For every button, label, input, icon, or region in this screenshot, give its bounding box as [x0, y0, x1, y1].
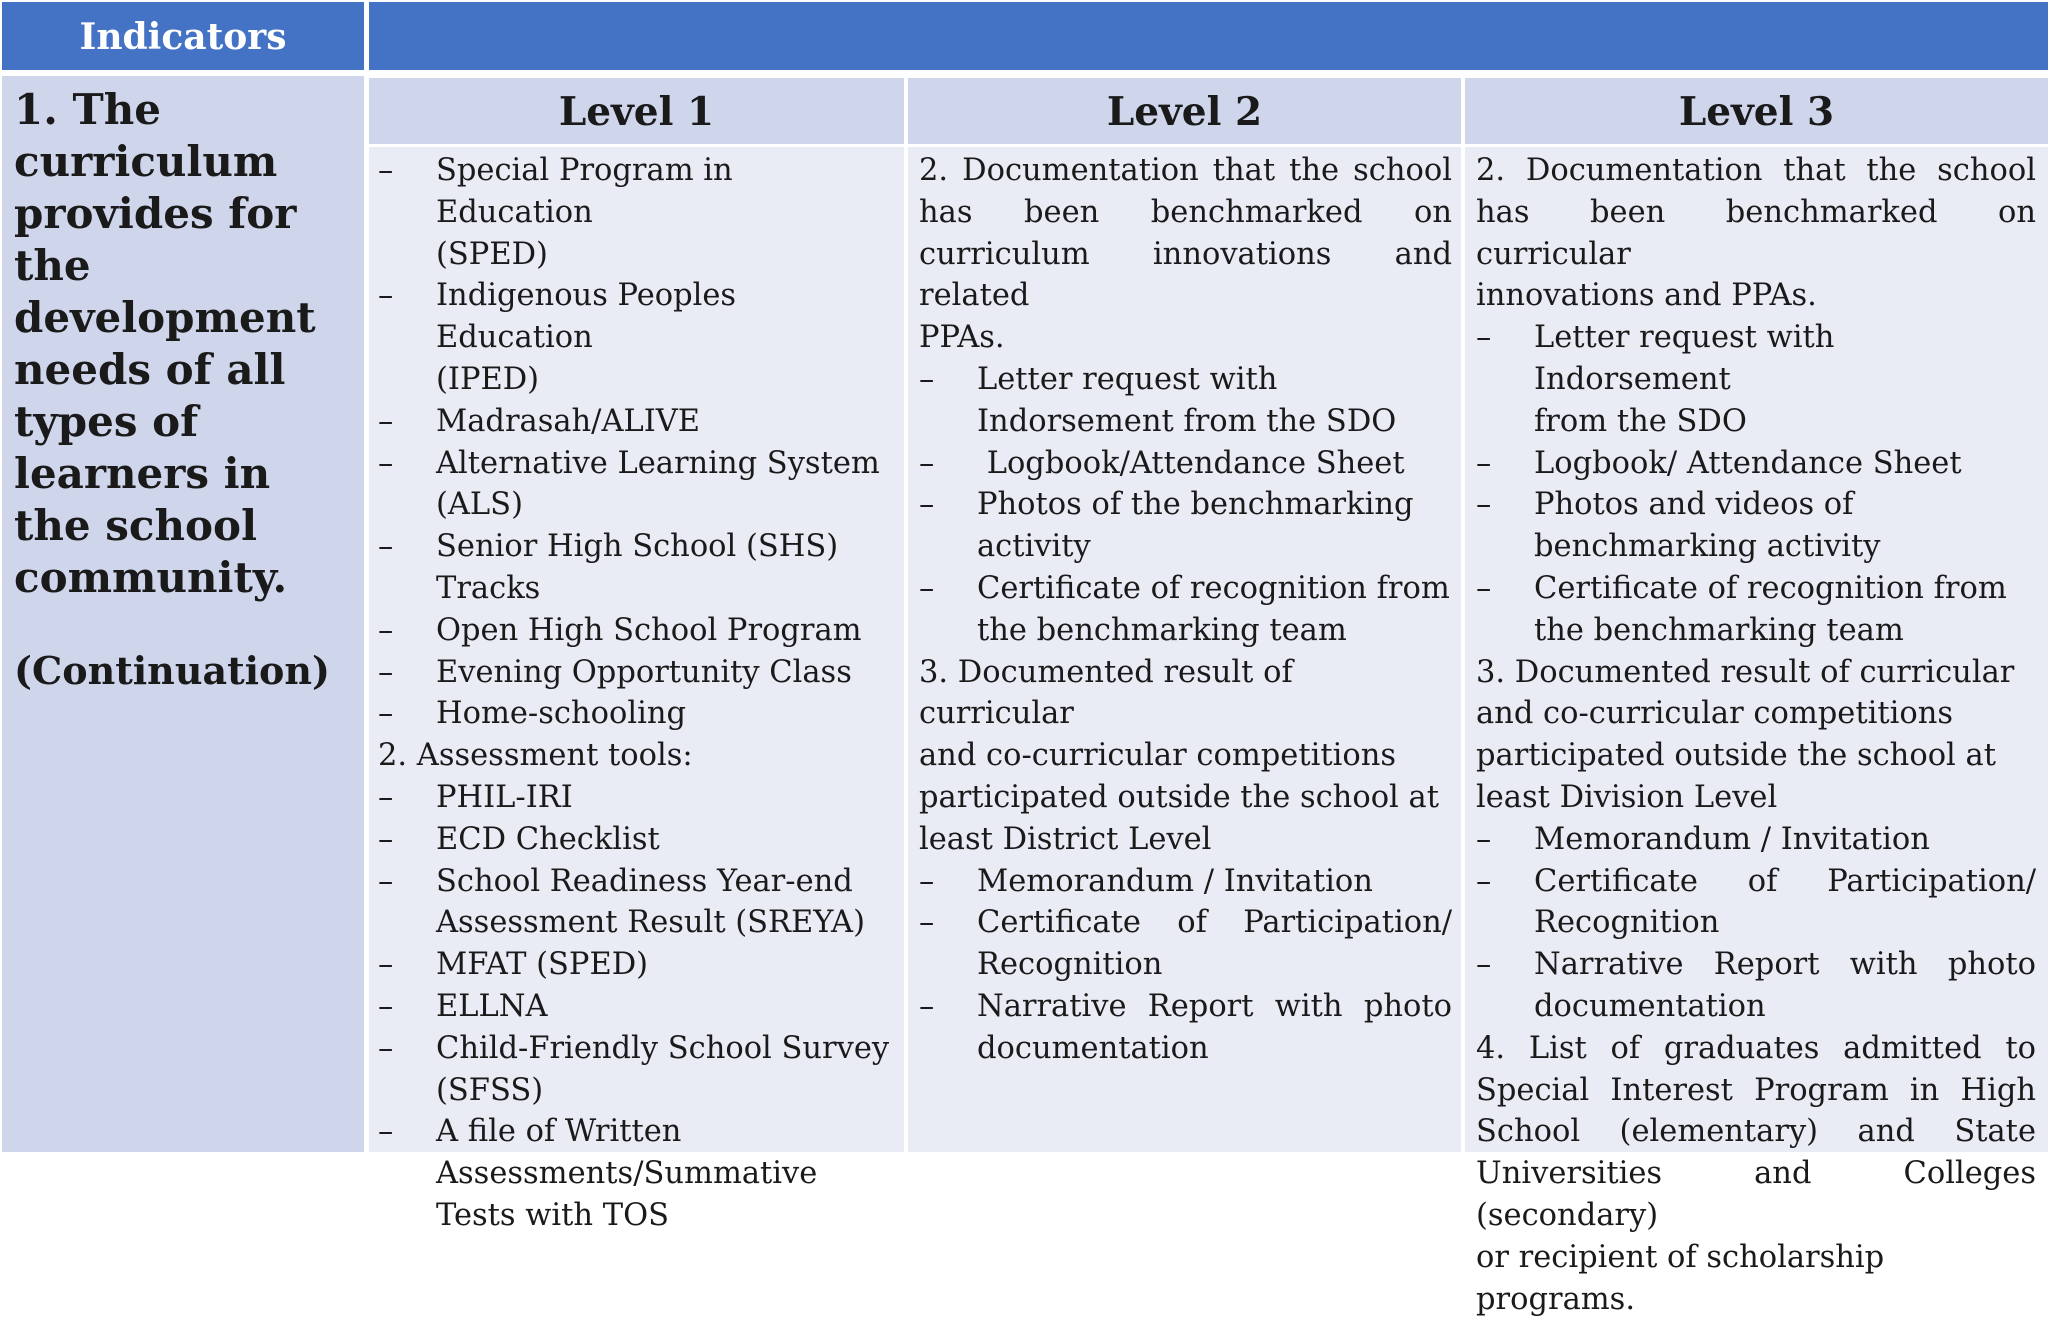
list-item: – Alternative Learning System [378, 443, 890, 485]
header-blank-cell [369, 2, 2048, 70]
paragraph-line: 3. Documented result of curricular [1476, 654, 2015, 690]
list-item: – Letter request with [919, 359, 1452, 401]
dash-marker: – [1476, 863, 1492, 899]
indicators-header: Indicators [2, 2, 364, 70]
table-header-bar [0, 0, 2048, 72]
list-item: the benchmarking team [1534, 612, 1904, 648]
dash-marker: – [1476, 320, 1492, 356]
list-item: (IPED) [436, 361, 540, 397]
list-item: Recognition [1534, 905, 1720, 941]
dash-marker: – [919, 988, 935, 1024]
dash-marker: – [919, 361, 935, 397]
list-item: Tracks [436, 570, 541, 606]
paragraph-line: has been benchmarked on [919, 194, 1452, 230]
list-item: activity [977, 529, 1091, 565]
list-item: – Photos of the benchmarking [919, 484, 1452, 526]
paragraph-line: 3. Documented result of curricular [919, 654, 1293, 732]
paragraph-line: or recipient of scholarship programs. [1476, 1239, 1885, 1317]
dash-marker: – [378, 529, 394, 565]
paragraph-line: least Division Level [1476, 779, 1778, 815]
list-item: Tests with TOS [436, 1197, 669, 1233]
list-item: – Evening Opportunity Class [378, 652, 890, 694]
list-item: – Special Program in Education [378, 150, 890, 234]
list-item: – ELLNA [378, 986, 890, 1028]
level-3-heading: Level 3 [1465, 78, 2048, 144]
dash-marker: – [919, 445, 935, 481]
list-item: – Narrative Report with photo [919, 986, 1452, 1028]
list-item: – Narrative Report with photo [1476, 944, 2036, 986]
list-item: – Certificate of Participation/ [1476, 861, 2036, 903]
list-item: – Home-schooling [378, 693, 890, 735]
list-item: – Open High School Program [378, 610, 890, 652]
level-3-content [1476, 150, 2036, 1320]
dash-marker: – [378, 654, 394, 690]
paragraph-line: 2. Documentation that the school [919, 153, 1452, 188]
paragraph-line: Special Interest Program in High [1476, 1072, 2036, 1108]
dash-marker: – [378, 779, 394, 815]
list-item: – Indigenous Peoples Education [378, 275, 890, 359]
list-item: – MFAT (SPED) [378, 944, 890, 986]
list-item: – Certificate of recognition from [1476, 568, 2036, 610]
dash-marker: – [919, 905, 935, 941]
dash-marker: – [378, 153, 394, 188]
assessment-tools-heading: 2. Assessment tools: [378, 738, 693, 774]
list-item: – Logbook/Attendance Sheet [919, 443, 1452, 485]
indicator-continuation: (Continuation) [14, 648, 331, 693]
level-2-content [919, 150, 1452, 1070]
dash-marker: – [378, 947, 394, 983]
paragraph-line: participated outside the school at [919, 779, 1439, 815]
dash-marker: – [919, 570, 935, 606]
list-item: (SPED) [436, 236, 548, 272]
paragraph-line: School (elementary) and State [1476, 1114, 2036, 1150]
list-item: Assessment Result (SREYA) [436, 905, 865, 941]
level-1-content [378, 150, 890, 1237]
list-item: – Child-Friendly School Survey [378, 1028, 890, 1070]
list-item: benchmarking activity [1534, 529, 1881, 565]
list-item: Assessments/Summative [436, 1156, 818, 1192]
dash-marker: – [1476, 487, 1492, 523]
list-item: Recognition [977, 947, 1163, 983]
dash-marker: – [378, 696, 394, 732]
paragraph-line: 2. Documentation that the school [1476, 153, 2036, 188]
list-item: – Certificate of recognition from [919, 568, 1452, 610]
list-item: documentation [1534, 988, 1766, 1024]
dash-marker: – [378, 1030, 394, 1066]
indicator-title: 1. The curriculum provides for the development needs of all types of learners in the school community. [14, 85, 316, 602]
list-item: documentation [977, 1030, 1209, 1066]
dash-marker: – [378, 278, 394, 314]
list-item: – PHIL-IRI [378, 777, 890, 819]
list-item: (SFSS) [436, 1072, 544, 1108]
dash-marker: – [378, 1114, 394, 1150]
list-item: – School Readiness Year-end [378, 861, 890, 903]
dash-marker: – [378, 403, 394, 439]
list-item: – A file of Written [378, 1111, 890, 1153]
list-item: – Certificate of Participation/ [919, 902, 1452, 944]
dash-marker: – [1476, 821, 1492, 857]
list-item: – Memorandum / Invitation [1476, 819, 2036, 861]
dash-marker: – [919, 863, 935, 899]
level-1-heading: Level 1 [369, 78, 904, 144]
paragraph-line: Universities and Colleges (secondary) [1476, 1156, 2036, 1233]
list-item: (ALS) [436, 487, 523, 523]
list-item: – Photos and videos of [1476, 484, 2036, 526]
dash-marker: – [1476, 947, 1492, 983]
paragraph-line: and co-curricular competitions [919, 738, 1396, 774]
dash-marker: – [919, 487, 935, 523]
list-item: – Memorandum / Invitation [919, 861, 1452, 903]
paragraph-line: PPAs. [919, 320, 1005, 356]
dash-marker: – [378, 821, 394, 857]
list-item: from the SDO [1534, 403, 1747, 439]
dash-marker: – [1476, 570, 1492, 606]
paragraph-line: least District Level [919, 821, 1212, 857]
list-item: – Madrasah/ALIVE [378, 401, 890, 443]
paragraph-line: and co-curricular competitions [1476, 696, 1953, 732]
list-item: Indorsement from the SDO [977, 403, 1397, 439]
list-item: – Senior High School (SHS) [378, 526, 890, 568]
dash-marker: – [378, 988, 394, 1024]
list-item: the benchmarking team [977, 612, 1347, 648]
list-item: – Letter request with Indorsement [1476, 317, 2036, 401]
paragraph-line: has been benchmarked on curricular [1476, 194, 2036, 272]
paragraph-line: participated outside the school at [1476, 738, 1996, 774]
paragraph-line: innovations and PPAs. [1476, 278, 1817, 314]
dash-marker: – [1476, 445, 1492, 481]
list-item: – ECD Checklist [378, 819, 890, 861]
paragraph-line: 4. List of graduates admitted to [1476, 1030, 2036, 1066]
paragraph-line: curriculum innovations and related [919, 236, 1452, 314]
dash-marker: – [378, 863, 394, 899]
level-2-heading: Level 2 [908, 78, 1461, 144]
list-item: – Logbook/ Attendance Sheet [1476, 443, 2036, 485]
dash-marker: – [378, 612, 394, 648]
dash-marker: – [378, 445, 394, 481]
